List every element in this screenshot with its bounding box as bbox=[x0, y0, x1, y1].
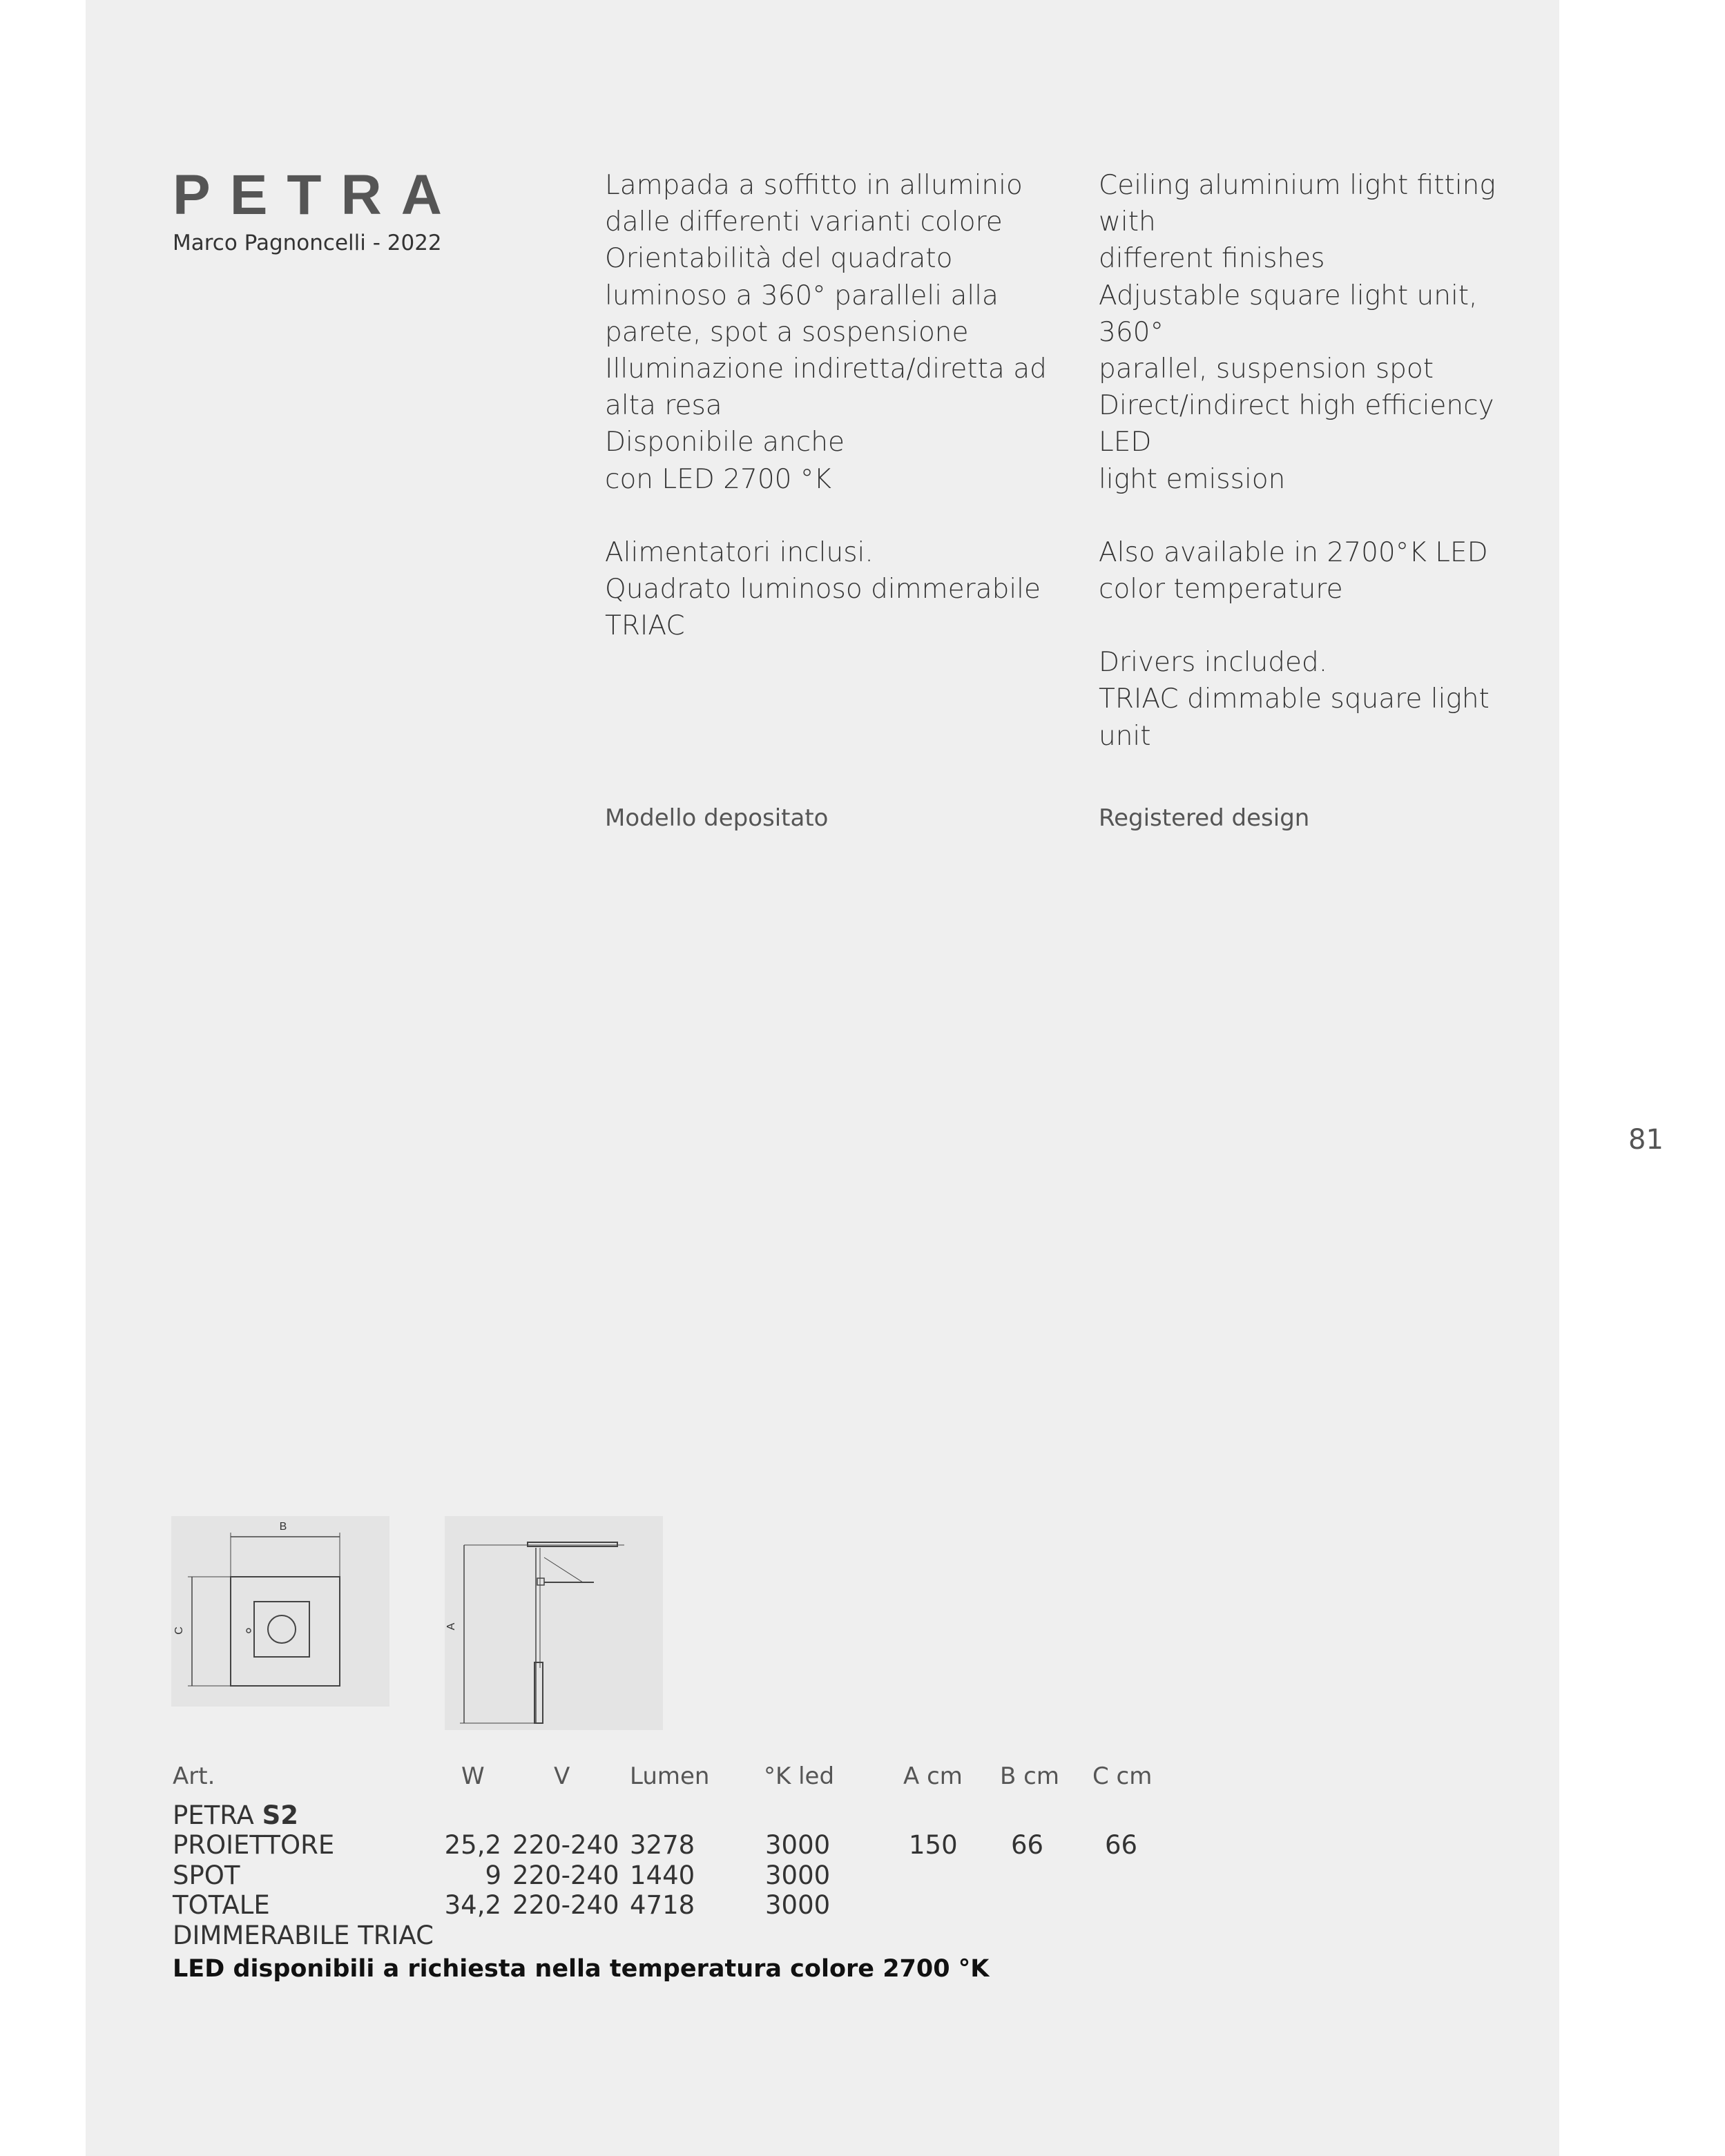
row-name: SPOT bbox=[173, 1861, 240, 1890]
en-line: Ceiling aluminium light fitting with bbox=[1099, 170, 1496, 238]
header-w: W bbox=[461, 1762, 485, 1790]
model-prefix: PETRA bbox=[173, 1800, 254, 1830]
it-line: parete, spot a sospensione bbox=[605, 316, 969, 348]
it-extra: Quadrato luminoso dimmerabile bbox=[605, 574, 1041, 605]
model-code: S2 bbox=[262, 1800, 298, 1830]
description-english bbox=[1099, 167, 1541, 755]
side-view-drawing bbox=[445, 1516, 663, 1730]
en-line: different finishes bbox=[1099, 243, 1325, 275]
row-name: TOTALE bbox=[173, 1890, 270, 1920]
header-lumen: Lumen bbox=[630, 1762, 710, 1790]
row-lumen: 4718 bbox=[630, 1890, 695, 1920]
registered-en: Registered design bbox=[1099, 804, 1310, 832]
row-kelvin: 3000 bbox=[765, 1861, 831, 1890]
designer-credit: Marco Pagnoncelli - 2022 bbox=[173, 231, 442, 255]
header-b: B cm bbox=[1000, 1762, 1059, 1790]
it-extra: TRIAC bbox=[605, 610, 685, 642]
en-line: Direct/indirect high efficiency LED bbox=[1099, 390, 1494, 458]
row-name: PROIETTORE bbox=[173, 1830, 335, 1860]
row-kelvin: 3000 bbox=[765, 1890, 831, 1920]
dimension-c-label: C bbox=[173, 1626, 185, 1635]
row-v: 220-240 bbox=[512, 1890, 619, 1920]
it-line: Illuminazione indiretta/diretta ad bbox=[605, 353, 1047, 385]
header-art: Art. bbox=[173, 1762, 215, 1790]
dimension-b-label: B bbox=[279, 1521, 287, 1533]
description-italian bbox=[605, 167, 1047, 644]
header-a: A cm bbox=[903, 1762, 963, 1790]
it-line: Lampada a soffitto in alluminio bbox=[605, 170, 1023, 201]
it-line: Orientabilità del quadrato bbox=[605, 243, 953, 275]
it-line: alta resa bbox=[605, 390, 722, 422]
header-c: C cm bbox=[1092, 1762, 1153, 1790]
header-v: V bbox=[554, 1762, 570, 1790]
row-a: 150 bbox=[909, 1830, 958, 1860]
header-kelvin: °K led bbox=[764, 1762, 835, 1790]
row-kelvin: 3000 bbox=[765, 1830, 831, 1860]
dimmable-label: DIMMERABILE TRIAC bbox=[173, 1921, 434, 1950]
en-also: color temperature bbox=[1099, 574, 1343, 605]
led-note: LED disponibili a richiesta nella temperatura colore 2700 °K bbox=[173, 1955, 990, 1983]
row-b: 66 bbox=[1011, 1830, 1044, 1860]
row-w: 9 bbox=[485, 1861, 501, 1890]
model-name bbox=[173, 1800, 298, 1830]
dimension-a-label: A bbox=[445, 1622, 457, 1631]
en-line: light emission bbox=[1099, 463, 1286, 495]
front-view-drawing bbox=[171, 1516, 389, 1707]
it-line: Disponibile anche bbox=[605, 427, 845, 458]
registered-it: Modello depositato bbox=[605, 804, 829, 832]
row-w: 25,2 bbox=[444, 1830, 501, 1860]
it-line: luminoso a 360° paralleli alla bbox=[605, 280, 999, 311]
en-extra: Drivers included. bbox=[1099, 647, 1328, 679]
en-line: parallel, suspension spot bbox=[1099, 353, 1434, 385]
en-line: Adjustable square light unit, 360° bbox=[1099, 280, 1478, 348]
it-line: con LED 2700 °K bbox=[605, 463, 831, 495]
row-lumen: 1440 bbox=[630, 1861, 695, 1890]
en-extra: TRIAC dimmable square light unit bbox=[1099, 683, 1490, 752]
it-line: dalle differenti varianti colore bbox=[605, 206, 1003, 238]
row-c: 66 bbox=[1105, 1830, 1138, 1860]
row-v: 220-240 bbox=[512, 1830, 619, 1860]
en-also: Also available in 2700°K LED bbox=[1099, 536, 1488, 568]
product-title: PETRA bbox=[173, 164, 461, 226]
it-extra: Alimentatori inclusi. bbox=[605, 536, 874, 568]
row-v: 220-240 bbox=[512, 1861, 619, 1890]
page-number: 81 bbox=[1628, 1124, 1664, 1156]
row-w: 34,2 bbox=[444, 1890, 501, 1920]
row-lumen: 3278 bbox=[630, 1830, 695, 1860]
